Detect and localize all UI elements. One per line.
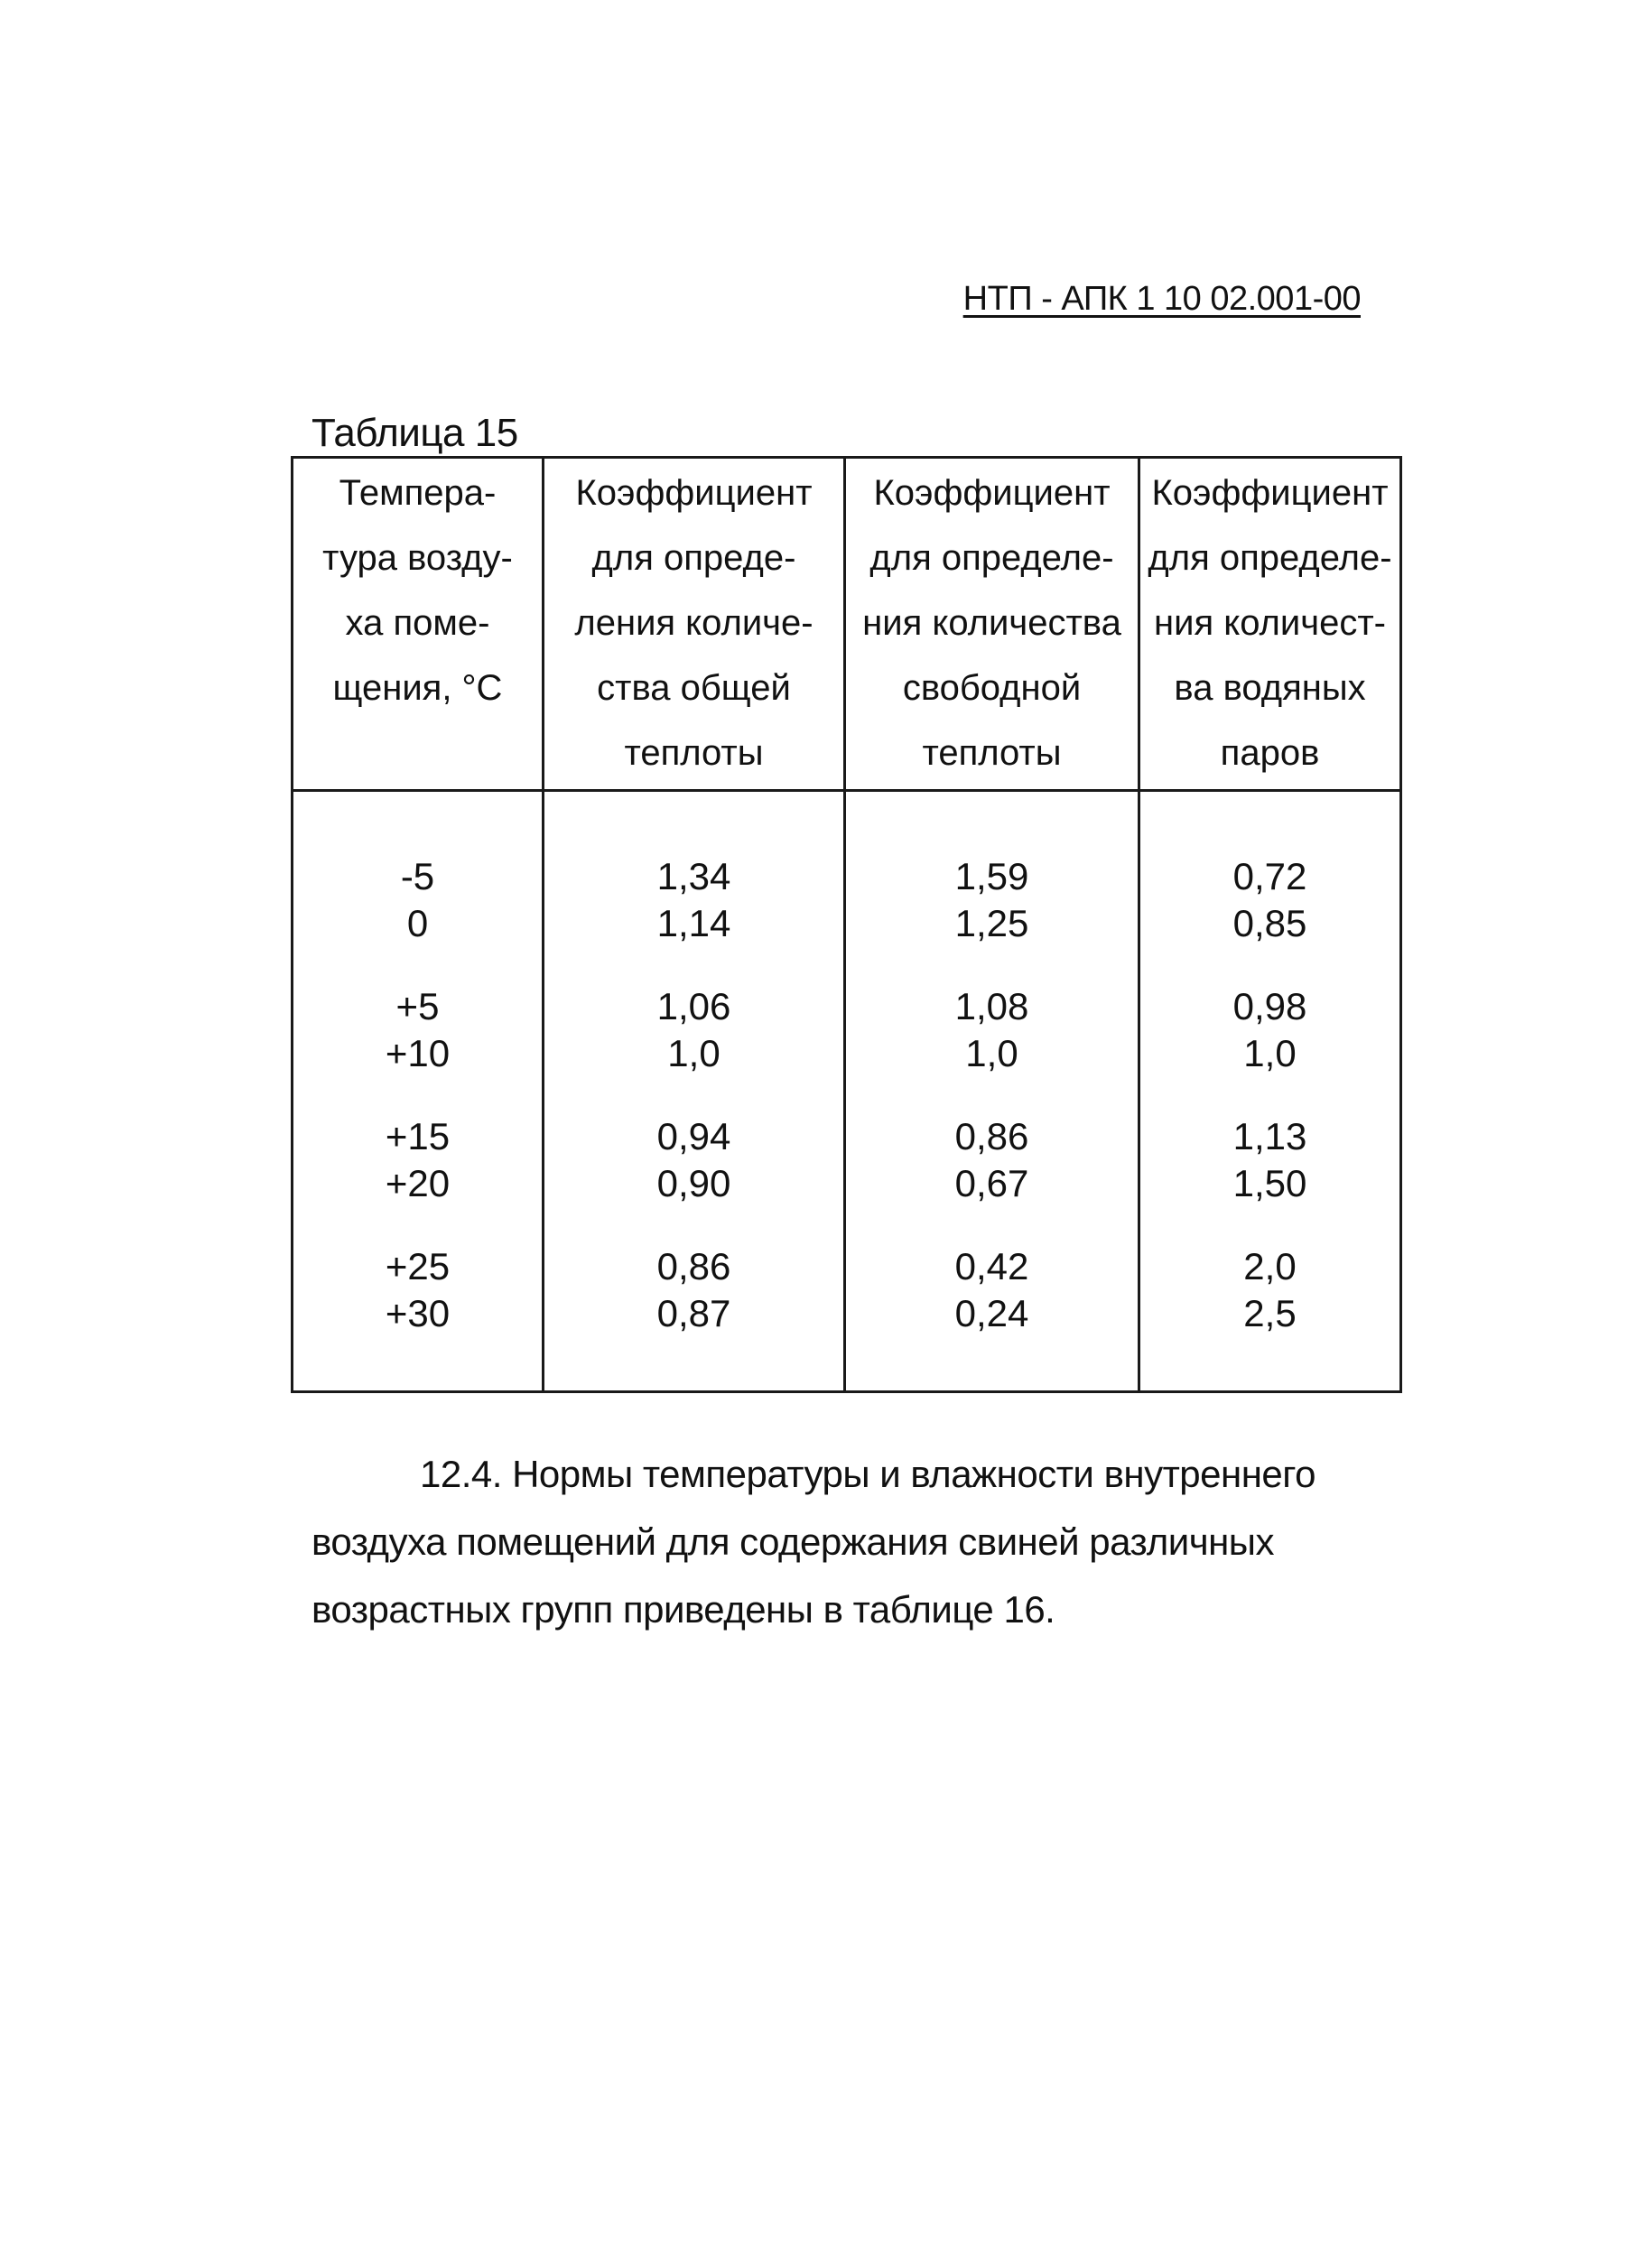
group-spacer [1140,947,1399,983]
table-cell-value: +5 [395,985,440,1027]
header-line: Коэффициент [873,473,1111,513]
header-temperature [293,458,544,791]
column-free-heat-values [845,791,1139,1392]
table-cell-value: +10 [385,1032,451,1074]
header-line: ха поме- [345,603,490,643]
table-cell-value: 1,13 [1232,1115,1307,1157]
table-cell-value: 2,0 [1243,1245,1297,1287]
group-spacer [293,947,542,983]
group-spacer [846,947,1138,983]
group-spacer [544,1207,843,1243]
header-line: щения, °С [332,668,503,708]
body-paragraph [311,1440,1377,1643]
table-cell-value: 2,5 [1243,1292,1297,1334]
table-cell-value: 0,86 [656,1245,731,1287]
column-temperature-values [293,791,544,1392]
table-cell-value: 0,94 [656,1115,731,1157]
group-spacer [846,1077,1138,1113]
group-spacer [544,947,843,983]
table-cell-value: 0,72 [1232,855,1307,897]
table-cell-value: +25 [385,1245,451,1287]
header-line: ва водяных [1174,668,1366,708]
header-line: Коэффициент [575,473,813,513]
header-total-heat-coefficient [544,458,845,791]
column-water-vapor-values [1139,791,1401,1392]
table-cell-value: 1,25 [954,902,1029,944]
table-cell-value: +15 [385,1115,451,1157]
column-total-heat-values [544,791,845,1392]
table-cell-value: 0,87 [656,1292,731,1334]
table-header-row [293,458,1401,791]
group-spacer [293,1077,542,1113]
paragraph-line: воздуха помещений для содержания свиней различных [311,1520,1274,1563]
table-cell-value: 0,67 [954,1162,1029,1204]
table-cell-value: 0,85 [1232,902,1307,944]
header-line: ния количества [862,603,1121,643]
paragraph-line: 12.4. Нормы температуры и влажности внутреннего [420,1453,1316,1495]
table-cell-value: 1,0 [965,1032,1018,1074]
group-spacer [846,1207,1138,1243]
table-cell-value: 1,0 [1243,1032,1297,1074]
header-line: Коэффициент [1151,473,1389,513]
table-cell-value: -5 [400,855,435,897]
table-caption: Таблица 15 [311,411,518,455]
header-line: свободной [902,668,1082,708]
header-line: ления количе- [574,603,814,643]
header-line: ства общей [597,668,791,708]
table-cell-value: 1,50 [1232,1162,1307,1204]
table-cell-value: 1,0 [667,1032,721,1074]
header-line: для опреде- [591,538,796,578]
group-spacer [293,1207,542,1243]
table-cell-value: 0 [406,902,429,944]
table-cell-value: +30 [385,1292,451,1334]
table-cell-value: 0,42 [954,1245,1029,1287]
header-line: ния количест- [1154,603,1386,643]
table-cell-value: 1,59 [954,855,1029,897]
table-cell-value: 1,34 [656,855,731,897]
table-cell-value: +20 [385,1162,451,1204]
group-spacer [544,1077,843,1113]
table-cell-value: 1,06 [656,985,731,1027]
group-spacer [1140,1077,1399,1113]
header-water-vapor-coefficient [1139,458,1401,791]
table-cell-value: 0,86 [954,1115,1029,1157]
header-line: тура возду- [322,538,513,578]
document-code: НТП - АПК 1 10 02.001-00 [962,280,1361,318]
table-cell-value: 1,08 [954,985,1029,1027]
header-line: теплоты [624,733,764,773]
table-cell-value: 0,98 [1232,985,1307,1027]
table-cell-value: 0,24 [954,1292,1029,1334]
table-cell-value: 0,90 [656,1162,731,1204]
table-body-row [293,791,1401,1392]
paragraph-line: возрастных групп приведены в таблице 16. [311,1588,1055,1631]
header-free-heat-coefficient [845,458,1139,791]
header-line: Темпера- [339,473,497,513]
header-line: для определе- [869,538,1114,578]
table-cell-value: 1,14 [656,902,731,944]
data-table [291,456,1402,1393]
header-line: теплоты [922,733,1062,773]
group-spacer [1140,1207,1399,1243]
header-line: паров [1220,733,1320,773]
header-line: для определе- [1148,538,1392,578]
